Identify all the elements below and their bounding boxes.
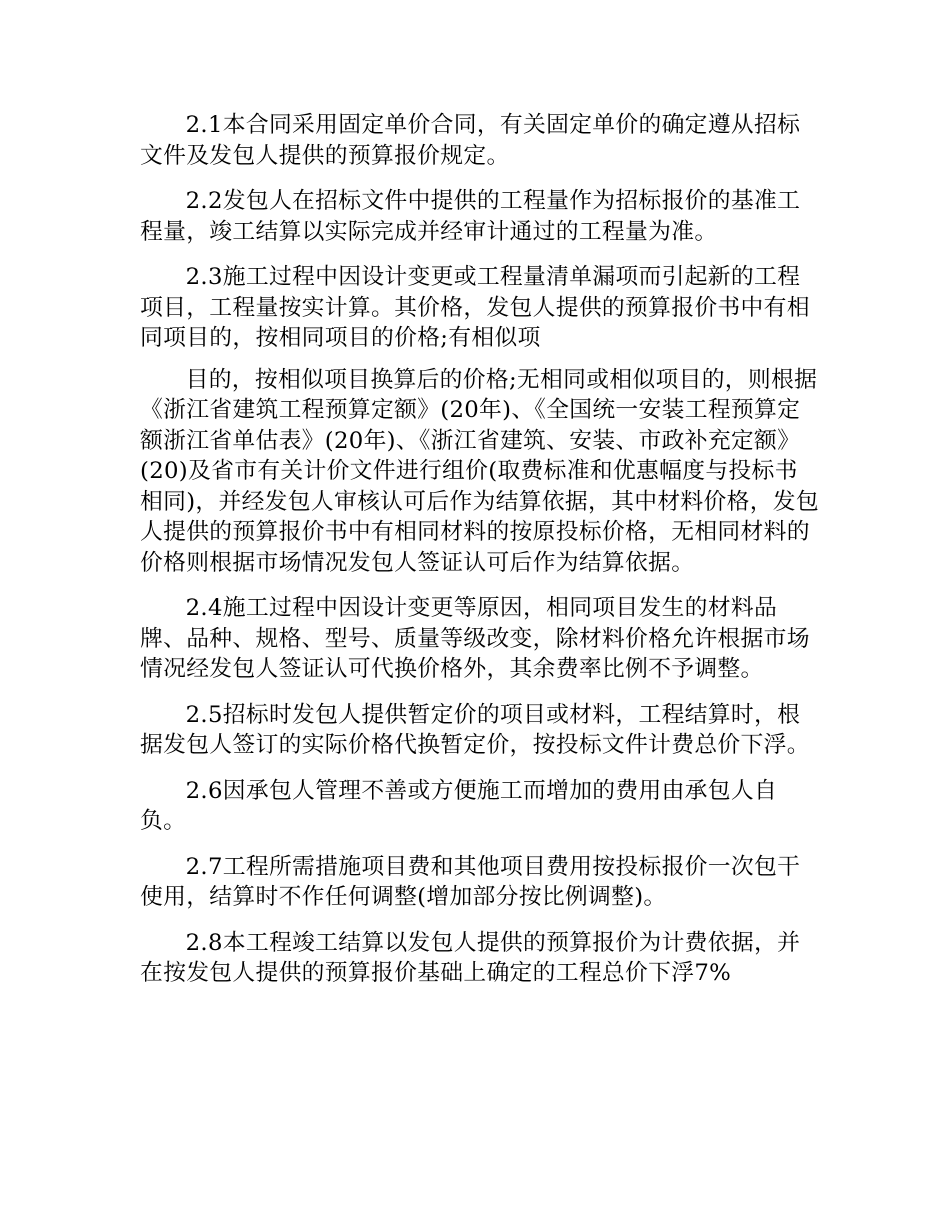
- clause-2-6: 2.6因承包人管理不善或方便施工而增加的费用由承包人自负。: [140, 777, 778, 834]
- clause-2-2: 2.2发包人在招标文件中提供的工程量作为招标报价的基准工程量，竣工结算以实际完成并经审计通过的工程量为准。: [140, 188, 801, 245]
- clause-2-4: 2.4施工过程中因设计变更等原因，相同项目发生的材料品牌、品种、规格、型号、质量等级改变，除材料价格允许根据市场情况经发包人签证认可代换价格外，其余费率比例不予调整。: [140, 595, 810, 682]
- document-page: [140, 110, 820, 1004]
- clause-2-5: 2.5招标时发包人提供暂定价的项目或材料，工程结算时，根据发包人签订的实际价格代换暂定价，按投标文件计费总价下浮。: [140, 701, 810, 758]
- clause-2-7: 2.7工程所需措施项目费和其他项目费用按投标报价一次包干使用，结算时不作任何调整(增加部分按比例调整)。: [140, 853, 801, 910]
- clause-2-1: 2.1本合同采用固定单价合同，有关固定单价的确定遵从招标文件及发包人提供的预算报价规定。: [140, 112, 801, 169]
- clause-2-8: 2.8本工程竣工结算以发包人提供的预算报价为计费依据，并在按发包人提供的预算报价基础上确定的工程总价下浮7%: [140, 929, 801, 986]
- clause-2-3-continued: 目的，按相似项目换算后的价格;无相同或相似项目的，则根据《浙江省建筑工程预算定额》(20年)、《全国统一安装工程预算定额浙江省单估表》(20年)、《浙江省建筑、安装、市政补充定额》(20)及省市有关计价文件进行组价(取费标准和优惠幅度与投标书相同)，并经发包人审核认可后作为结算依据，其中材料价格，发包人提供的预算报价书中有相同材料的按原投标价格，无相同材料的价格则根据市场情况发包人签证认可后作为结算依据。: [140, 366, 820, 576]
- clause-2-3: 2.3施工过程中因设计变更或工程量清单漏项而引起新的工程项目，工程量按实计算。其价格，发包人提供的预算报价书中有相同项目的，按相同项目的价格;有相似项: [140, 264, 810, 351]
